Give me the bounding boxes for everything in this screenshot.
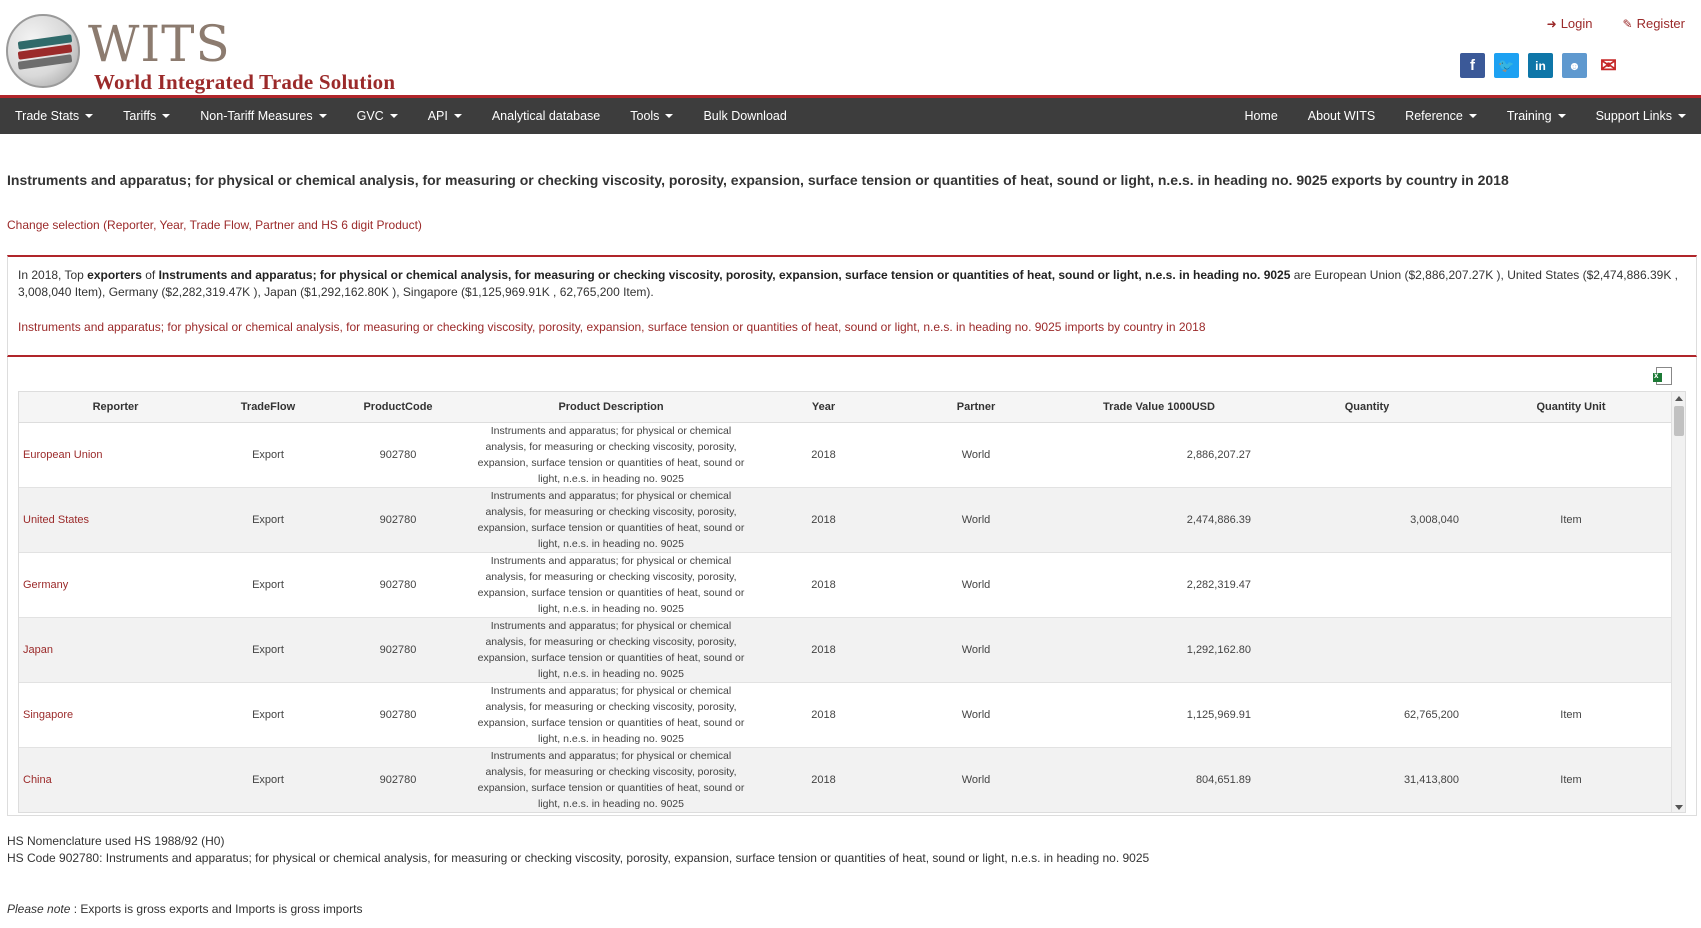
cell-flow — [212, 812, 324, 813]
change-selection-link[interactable]: Change selection (Reporter, Year, Trade Flow, Partner and HS 6 digit Product) — [7, 218, 422, 232]
cell-qty: 62,765,200 — [1263, 682, 1471, 747]
cell-partner: World — [897, 552, 1055, 617]
cell-code: 902780 — [324, 747, 472, 812]
cell-unit — [1471, 617, 1671, 682]
main-navbar — [0, 95, 1701, 134]
nav-left — [0, 98, 802, 134]
cell-year: 2018 — [750, 487, 897, 552]
logo-subtitle: World Integrated Trade Solution — [94, 70, 396, 94]
summary-panel — [7, 255, 1697, 357]
caret-down-icon — [319, 114, 327, 118]
table-row — [19, 617, 1671, 682]
cell-qty — [1263, 422, 1471, 487]
cell-partner — [897, 812, 1055, 813]
register-link[interactable] — [1623, 16, 1685, 31]
cell-partner: World — [897, 747, 1055, 812]
account-links — [1547, 16, 1685, 31]
cell-reporter[interactable]: Japan — [19, 617, 212, 682]
cell-year: 2018 — [750, 617, 897, 682]
cell-value: 2,282,319.47 — [1055, 552, 1263, 617]
social-share-bar — [1460, 53, 1621, 78]
column-header[interactable]: Trade Value 1000USD — [1055, 392, 1263, 422]
imports-by-country-link[interactable]: Instruments and apparatus; for physical or chemical analysis, for measuring or checking viscosity, porosity, expansion, surface tension or quantities of heat, sound or light, n.e.s. in heading no. 9025 imports by country in 2018 — [18, 320, 1206, 334]
nav-item-trade-stats[interactable] — [0, 98, 108, 134]
cell-unit — [1471, 552, 1671, 617]
table-panel — [7, 357, 1697, 816]
sign-in-icon: ➜ — [1546, 16, 1557, 31]
nav-item-label: Non-Tariff Measures — [200, 109, 313, 123]
nav-item-label: API — [427, 109, 448, 123]
cell-partner: World — [897, 682, 1055, 747]
wits-globe-logo-icon[interactable] — [6, 14, 80, 88]
caret-down-icon — [85, 114, 93, 118]
cell-unit: Item — [1471, 747, 1671, 812]
cell-reporter[interactable]: China — [19, 747, 212, 812]
table-scrollbar[interactable] — [1671, 392, 1685, 813]
login-link[interactable] — [1547, 16, 1593, 31]
nav-item-training[interactable] — [1492, 98, 1581, 134]
linkedin-icon[interactable]: in — [1528, 53, 1553, 78]
cell-value: 2,886,207.27 — [1055, 422, 1263, 487]
nav-item-gvc[interactable] — [342, 98, 413, 134]
wits-logo-text[interactable] — [88, 15, 231, 73]
cell-qty — [1263, 812, 1471, 813]
nav-item-home[interactable] — [1229, 98, 1292, 134]
nav-item-label: Bulk Download — [703, 109, 787, 123]
column-header[interactable]: TradeFlow — [212, 392, 324, 422]
cell-flow: Export — [212, 747, 324, 812]
table-row — [19, 552, 1671, 617]
cell-unit: Item — [1471, 487, 1671, 552]
summary-of: of — [141, 268, 159, 282]
register-label: Register — [1636, 16, 1685, 31]
table-row — [19, 682, 1671, 747]
nav-item-analytical-database[interactable] — [477, 98, 615, 134]
table-row — [19, 487, 1671, 552]
cell-unit: Item — [1471, 682, 1671, 747]
nav-item-label: Analytical database — [491, 109, 601, 123]
summary-rest: are European Union ($2,886,207.27K ), United States ($2,474,886.39K , 3,008,040 Item), Germany ($2,282,319.47K ), Japan ($1,292,162.80K ), Singapore ($1,125,969.91K , 62,765,200 Item). — [18, 268, 1678, 299]
caret-down-icon — [454, 114, 462, 118]
nav-item-label: Trade Stats — [15, 109, 80, 123]
table-row — [19, 812, 1671, 813]
cell-qty: 3,008,040 — [1263, 487, 1471, 552]
caret-down-icon — [665, 114, 673, 118]
cell-year: 2018 — [750, 747, 897, 812]
table-body — [19, 422, 1671, 813]
nav-item-label: Support Links — [1595, 109, 1672, 123]
caret-down-icon — [162, 114, 170, 118]
nav-item-support-links[interactable] — [1581, 98, 1701, 134]
cell-desc — [472, 812, 750, 813]
column-header[interactable]: Quantity Unit — [1471, 392, 1671, 422]
email-icon[interactable]: ✉ — [1596, 53, 1621, 78]
cell-value: 1,125,969.91 — [1055, 682, 1263, 747]
caret-down-icon — [390, 114, 398, 118]
header — [0, 0, 1701, 95]
nav-item-non-tariff-measures[interactable] — [185, 98, 341, 134]
cell-value — [1055, 812, 1263, 813]
cell-code — [324, 812, 472, 813]
caret-down-icon — [1678, 114, 1686, 118]
cell-code: 902780 — [324, 682, 472, 747]
scroll-down-arrow-icon[interactable] — [1675, 805, 1683, 810]
cell-flow: Export — [212, 487, 324, 552]
cell-flow: Export — [212, 422, 324, 487]
column-header[interactable]: Partner — [897, 392, 1055, 422]
please-note — [7, 902, 363, 916]
login-label: Login — [1560, 16, 1593, 31]
cell-code: 902780 — [324, 487, 472, 552]
cell-reporter[interactable]: Germany — [19, 552, 212, 617]
cell-year: 2018 — [750, 682, 897, 747]
nav-item-about-wits[interactable] — [1293, 98, 1390, 134]
cell-code: 902780 — [324, 422, 472, 487]
nav-item-label: About WITS — [1307, 109, 1376, 123]
cell-unit — [1471, 422, 1671, 487]
cell-desc: Instruments and apparatus; for physical or chemical analysis, for measuring or checking viscosity, porosity, expansion, surface tension or quantities of heat, sound or light, n.e.s. in heading no. 9025 — [472, 682, 750, 747]
cell-qty — [1263, 617, 1471, 682]
nav-item-label: Reference — [1405, 109, 1463, 123]
cell-reporter[interactable] — [19, 812, 212, 813]
cell-partner: World — [897, 422, 1055, 487]
column-header[interactable]: Reporter — [19, 392, 212, 422]
column-header[interactable]: Quantity — [1263, 392, 1471, 422]
nav-item-label: Tools — [630, 109, 660, 123]
cell-partner: World — [897, 487, 1055, 552]
data-table-container — [18, 391, 1686, 813]
nav-item-tariffs[interactable] — [108, 98, 185, 134]
cell-desc: Instruments and apparatus; for physical or chemical analysis, for measuring or checking viscosity, porosity, expansion, surface tension or quantities of heat, sound or light, n.e.s. in heading no. 9025 — [472, 422, 750, 487]
hs-code-note: HS Code 902780: Instruments and apparatus; for physical or chemical analysis, for measuring or checking viscosity, porosity, expansion, surface tension or quantities of heat, sound or light, n.e.s. in heading no. 9025 — [7, 851, 1150, 865]
summary-product: Instruments and apparatus; for physical or chemical analysis, for measuring or checking viscosity, porosity, expansion, surface tension or quantities of heat, sound or light, n.e.s. in heading no. 9025 — [158, 268, 1291, 282]
logo-text: WITS — [88, 15, 231, 73]
cell-year — [750, 812, 897, 813]
cell-year: 2018 — [750, 422, 897, 487]
cell-qty: 31,413,800 — [1263, 747, 1471, 812]
nav-item-reference[interactable] — [1390, 98, 1492, 134]
table-header-row — [19, 392, 1671, 422]
note-label: Please note — [7, 902, 71, 916]
summary-intro: In 2018, Top — [18, 268, 88, 282]
nav-item-label: Home — [1244, 109, 1278, 123]
scroll-up-arrow-icon[interactable] — [1675, 396, 1683, 401]
cell-flow: Export — [212, 617, 324, 682]
cell-code: 902780 — [324, 617, 472, 682]
excel-download-icon[interactable] — [1656, 367, 1672, 385]
summary-exporters: exporters — [87, 268, 142, 282]
exports-table — [19, 392, 1671, 813]
cell-desc: Instruments and apparatus; for physical or chemical analysis, for measuring or checking viscosity, porosity, expansion, surface tension or quantities of heat, sound or light, n.e.s. in heading no. 9025 — [472, 487, 750, 552]
cell-partner: World — [897, 617, 1055, 682]
cell-reporter[interactable]: United States — [19, 487, 212, 552]
cell-reporter[interactable]: European Union — [19, 422, 212, 487]
cell-year: 2018 — [750, 552, 897, 617]
nav-right — [1229, 98, 1701, 134]
cell-desc: Instruments and apparatus; for physical or chemical analysis, for measuring or checking viscosity, porosity, expansion, surface tension or quantities of heat, sound or light, n.e.s. in heading no. 9025 — [472, 747, 750, 812]
scroll-thumb[interactable] — [1674, 406, 1684, 436]
cell-desc: Instruments and apparatus; for physical or chemical analysis, for measuring or checking viscosity, porosity, expansion, surface tension or quantities of heat, sound or light, n.e.s. in heading no. 9025 — [472, 552, 750, 617]
column-header[interactable]: Year — [750, 392, 897, 422]
cell-desc: Instruments and apparatus; for physical or chemical analysis, for measuring or checking viscosity, porosity, expansion, surface tension or quantities of heat, sound or light, n.e.s. in heading no. 9025 — [472, 617, 750, 682]
note-text: : Exports is gross exports and Imports is gross imports — [70, 902, 363, 916]
caret-down-icon — [1558, 114, 1566, 118]
cell-flow: Export — [212, 552, 324, 617]
cell-qty — [1263, 552, 1471, 617]
nav-item-api[interactable] — [413, 98, 477, 134]
cell-value: 2,474,886.39 — [1055, 487, 1263, 552]
table-row — [19, 747, 1671, 812]
edit-icon: ✎ — [1622, 16, 1633, 31]
nav-item-label: Tariffs — [123, 109, 157, 123]
cell-value: 804,651.89 — [1055, 747, 1263, 812]
table-row — [19, 422, 1671, 487]
facebook-icon[interactable]: f — [1460, 53, 1485, 78]
nav-item-label: Training — [1506, 109, 1552, 123]
twitter-icon[interactable]: 🐦 — [1494, 53, 1519, 78]
column-header[interactable]: ProductCode — [324, 392, 472, 422]
nav-item-label: GVC — [356, 109, 384, 123]
reddit-icon[interactable]: ☻ — [1562, 53, 1587, 78]
nav-item-tools[interactable] — [615, 98, 688, 134]
cell-value: 1,292,162.80 — [1055, 617, 1263, 682]
cell-flow: Export — [212, 682, 324, 747]
cell-unit — [1471, 812, 1671, 813]
cell-reporter[interactable]: Singapore — [19, 682, 212, 747]
page-title: Instruments and apparatus; for physical or chemical analysis, for measuring or checking viscosity, porosity, expansion, surface tension or quantities of heat, sound or light, n.e.s. in heading no. 9025 exports by country in 2018 — [7, 172, 1509, 188]
nav-item-bulk-download[interactable] — [688, 98, 801, 134]
column-header[interactable]: Product Description — [472, 392, 750, 422]
nomenclature-note: HS Nomenclature used HS 1988/92 (H0) — [7, 834, 225, 848]
caret-down-icon — [1469, 114, 1477, 118]
cell-code: 902780 — [324, 552, 472, 617]
